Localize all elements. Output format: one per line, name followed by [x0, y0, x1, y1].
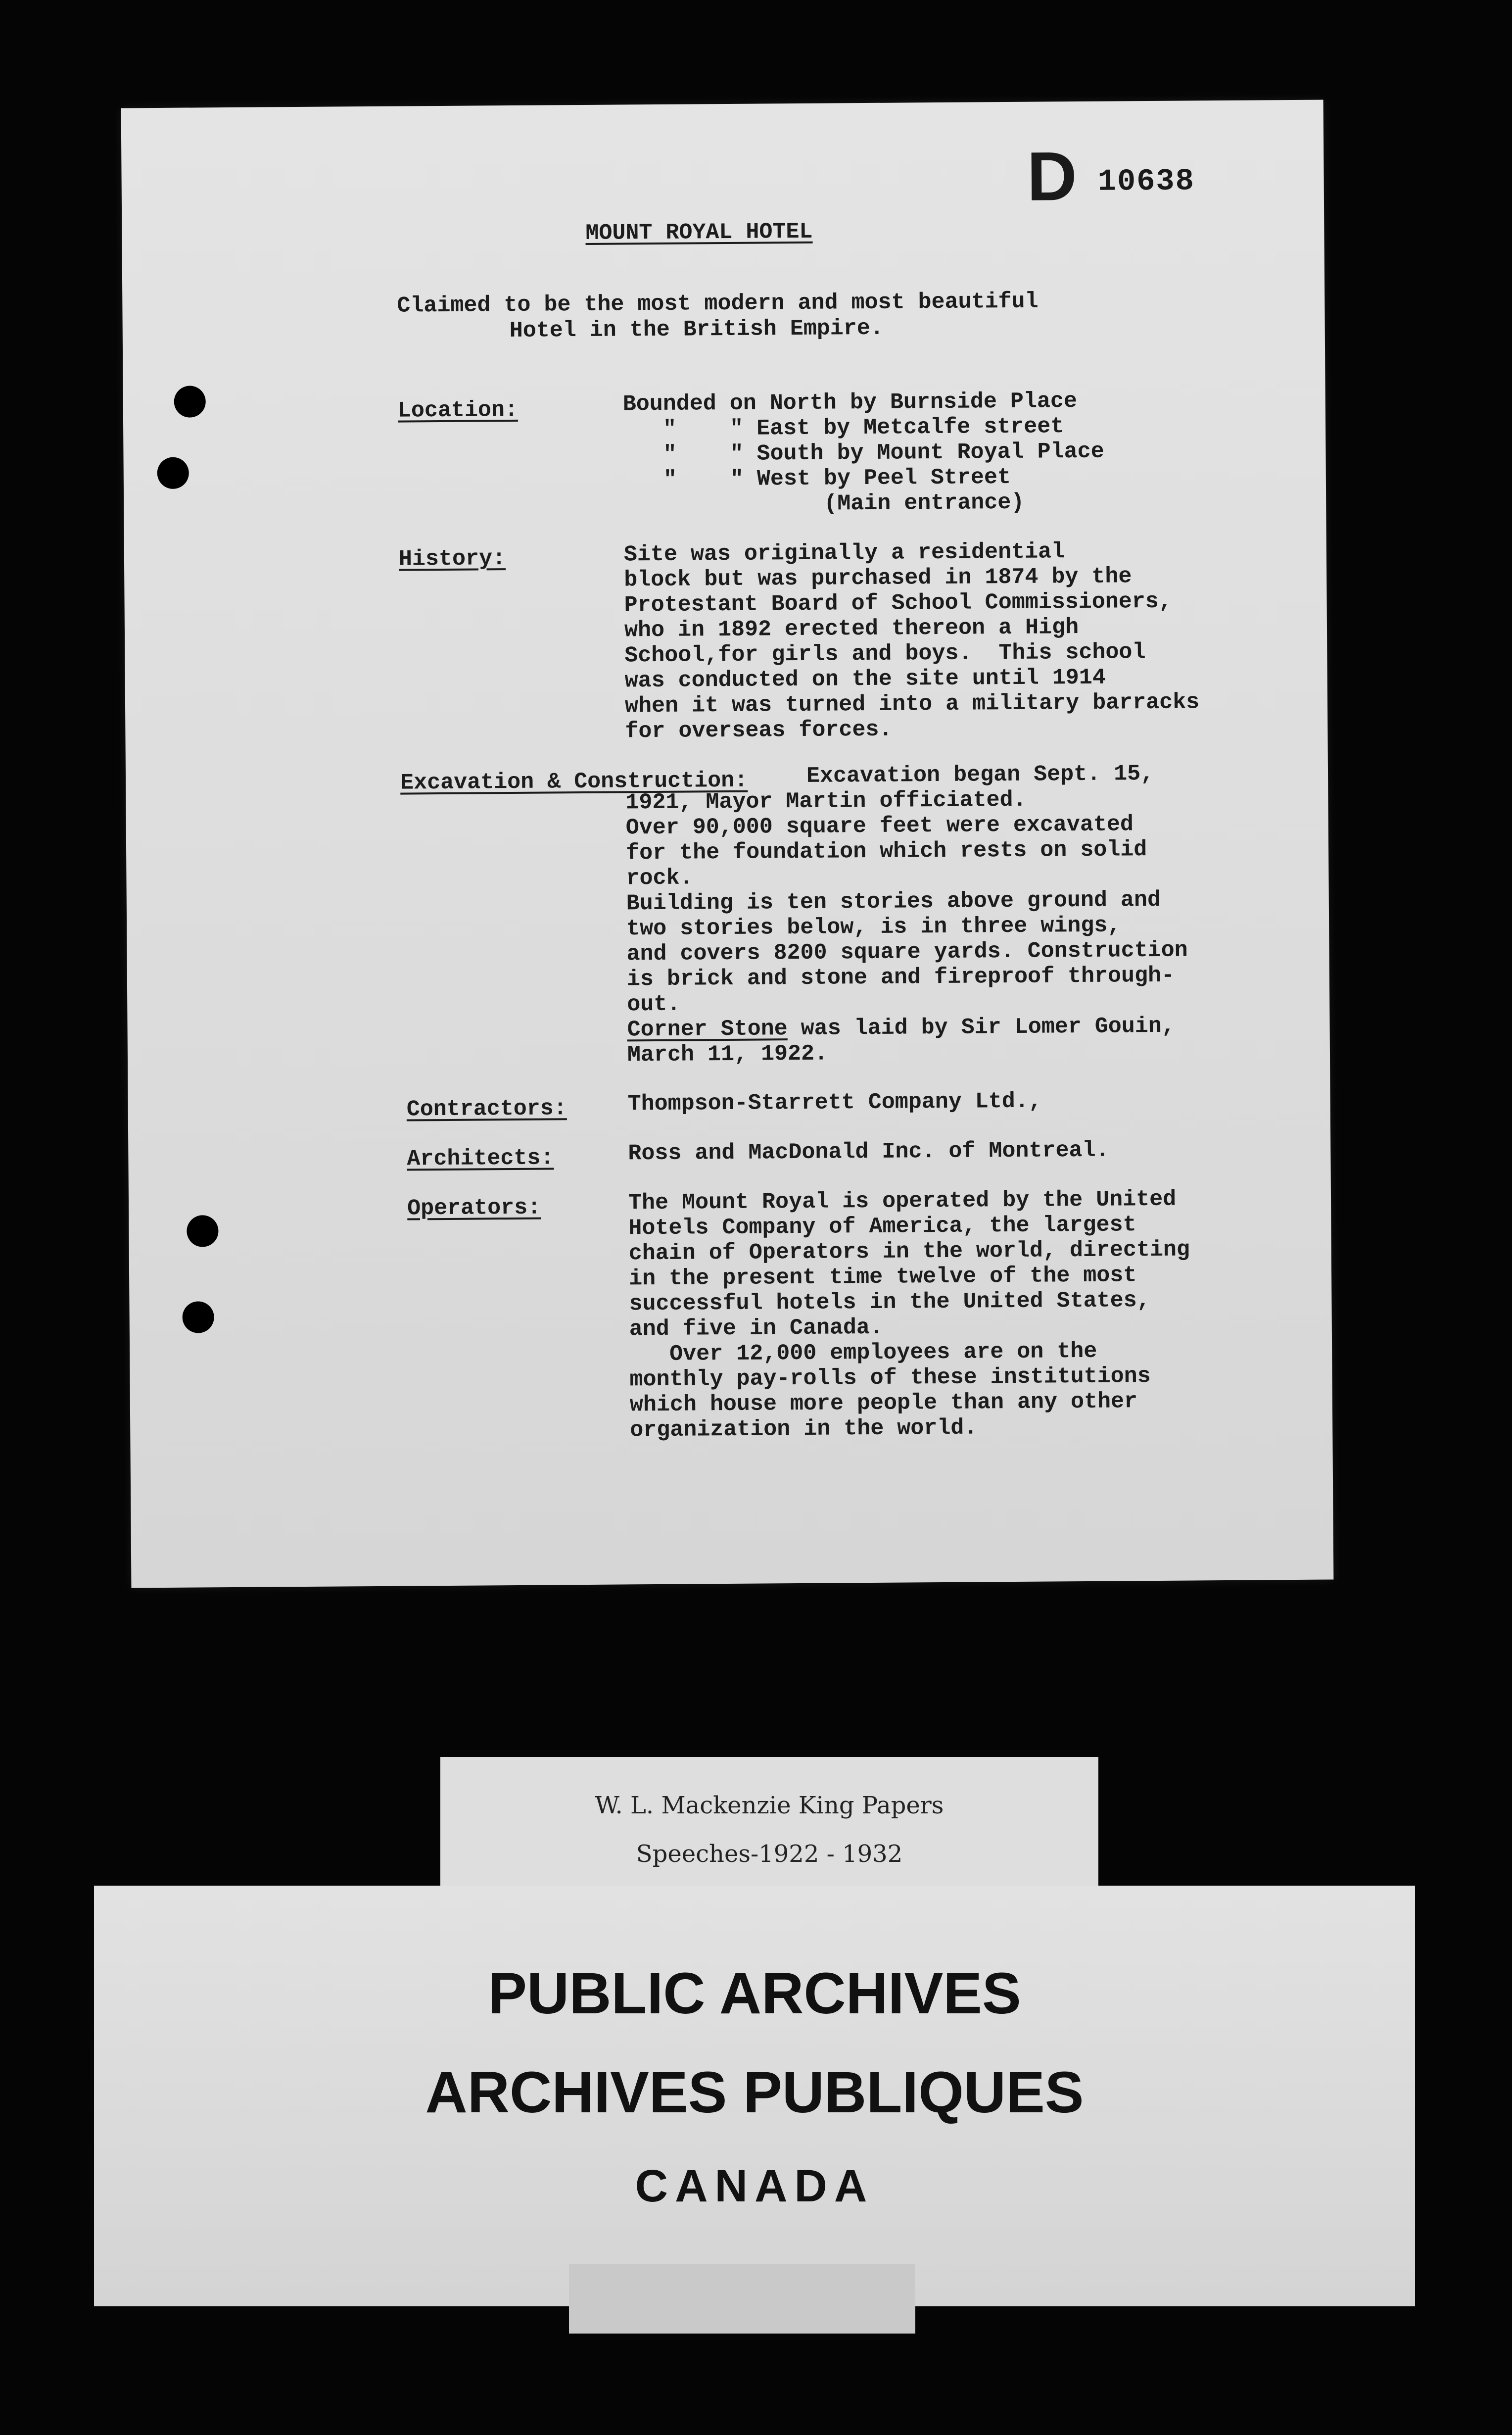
operators-label: Operators:: [407, 1195, 541, 1221]
tape-strip: [569, 2264, 915, 2334]
history-line: Site was originally a residential: [623, 539, 1065, 568]
excavation-line: for the foundation which rests on solid: [625, 837, 1147, 866]
punch-hole-4: [182, 1301, 214, 1333]
corner-stone-line: [627, 1014, 1175, 1043]
corner-stone-text: was laid by Sir Lomer Gouin,: [787, 1013, 1175, 1042]
archive-stamp-line-2: ARCHIVES PUBLIQUES: [425, 2060, 1084, 2125]
location-line: (Main entrance): [623, 489, 1025, 518]
history-line: was conducted on the site until 1914: [624, 665, 1106, 694]
operators-line: Over 12,000 employees are on the: [629, 1338, 1097, 1367]
excavation-line: Building is ten stories above ground and: [626, 887, 1161, 917]
location-line: Bounded on North by Burnside Place: [622, 389, 1078, 417]
operators-line: organization in the world.: [630, 1415, 978, 1443]
document-page: [121, 100, 1334, 1588]
document-number: [1027, 135, 1195, 216]
history-line: when it was turned into a military barracks: [624, 689, 1200, 719]
history-line: who in 1892 erected thereon a High: [624, 615, 1079, 643]
architects-label: Architects:: [407, 1145, 554, 1172]
excavation-line: out.: [627, 991, 681, 1018]
location-label: Location:: [397, 397, 519, 424]
excavation-line: is brick and stone and fireproof through-: [626, 963, 1175, 992]
subtitle-line-2: Hotel in the British Empire.: [509, 315, 884, 344]
excavation-line: 1921, Mayor Martin officiated.: [625, 787, 1027, 816]
excavation-line: two stories below, is in three wings,: [626, 913, 1121, 942]
operators-line: in the present time twelve of the most: [628, 1263, 1137, 1292]
excavation-line: Over 90,000 square feet were excavated: [625, 812, 1134, 841]
location-line: " " West by Peel Street: [623, 464, 1011, 493]
punch-hole-2: [157, 457, 189, 489]
document-number-prefix: D: [1027, 137, 1079, 215]
collection-series: Speeches-1922 - 1932: [636, 1840, 903, 1868]
operators-line: monthly pay-rolls of these institutions: [629, 1364, 1151, 1393]
archive-stamp-line-1: PUBLIC ARCHIVES: [488, 1961, 1021, 2026]
history-label: History:: [398, 546, 506, 572]
punch-hole-1: [174, 386, 206, 417]
excavation-label: Excavation & Construction:: [400, 768, 748, 796]
history-line: for overseas forces.: [625, 717, 893, 744]
contractors-value: Thompson-Starrett Company Ltd.,: [627, 1088, 1042, 1117]
location-line: " " South by Mount Royal Place: [623, 438, 1104, 468]
document-title: MOUNT ROYAL HOTEL: [585, 219, 813, 246]
contractors-label: Contractors:: [406, 1096, 567, 1122]
excavation-first-line: Excavation began Sept. 15,: [766, 761, 1154, 789]
corner-stone-date: March 11, 1922.: [627, 1041, 828, 1068]
archive-stamp-line-3: CANADA: [635, 2161, 874, 2211]
history-line: Protestant Board of School Commissioners,: [624, 588, 1172, 618]
operators-line: successful hotels in the United States,: [629, 1288, 1150, 1317]
collection-name: W. L. Mackenzie King Papers: [595, 1792, 944, 1819]
document-number-value: 10638: [1097, 163, 1195, 199]
corner-stone-label: Corner Stone: [627, 1016, 788, 1043]
operators-line: Hotels Company of America, the largest: [628, 1212, 1136, 1241]
subtitle-line-1: Claimed to be the most modern and most beautiful: [397, 289, 1039, 319]
excavation-line: rock.: [626, 865, 693, 891]
operators-line: chain of Operators in the world, directing: [628, 1237, 1190, 1266]
punch-hole-3: [187, 1215, 218, 1247]
operators-line: The Mount Royal is operated by the United: [628, 1186, 1177, 1216]
operators-line: and five in Canada.: [629, 1315, 884, 1342]
collection-card: [440, 1757, 1098, 1900]
location-line: " " East by Metcalfe street: [622, 414, 1064, 442]
architects-value: Ross and MacDonald Inc. of Montreal.: [628, 1137, 1109, 1167]
history-line: block but was purchased in 1874 by the: [624, 564, 1132, 593]
excavation-line: and covers 8200 square yards. Construction: [626, 937, 1188, 967]
archive-stamp-card: [94, 1886, 1415, 2306]
history-line: School,for girls and boys. This school: [624, 639, 1146, 669]
operators-line: which house more people than any other: [629, 1389, 1138, 1418]
